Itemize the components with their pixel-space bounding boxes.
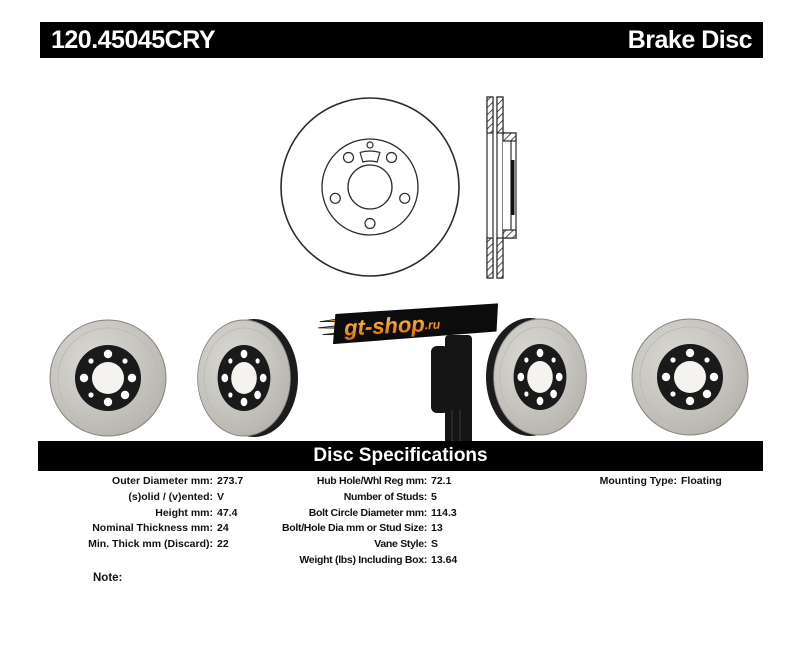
disc-photo-edge xyxy=(431,335,472,445)
spec-label: Mounting Type: xyxy=(599,475,677,487)
disc-photo-front-right xyxy=(632,319,748,435)
spec-value: 273.7 xyxy=(217,475,244,487)
spec-row xyxy=(585,474,722,490)
spec-row xyxy=(247,490,457,506)
spec-row xyxy=(247,506,457,522)
watermark-logo xyxy=(316,302,506,348)
spec-row xyxy=(247,474,457,490)
spec-row xyxy=(63,490,243,506)
spec-row xyxy=(63,506,243,522)
note-label: Note: xyxy=(93,572,123,584)
logo-text: gt-shop.ru xyxy=(343,311,441,341)
front-view-drawing-icon xyxy=(270,85,470,290)
spec-row xyxy=(63,537,243,553)
spec-label: Weight (lbs) Including Box: xyxy=(299,553,427,566)
header-bar xyxy=(40,22,763,58)
spec-value: 24 xyxy=(217,522,229,535)
spec-label: Hub Hole/Whl Reg mm: xyxy=(316,475,427,487)
spec-banner-title: Disc Specifications xyxy=(313,445,488,466)
spec-value: 5 xyxy=(431,490,437,503)
spec-banner xyxy=(38,441,763,471)
spec-value: 22 xyxy=(217,538,229,551)
spec-label: Bolt/Hole Dia mm or Stud Size: xyxy=(281,522,427,535)
spec-value: 13 xyxy=(431,522,443,535)
spec-value: V xyxy=(217,490,225,503)
spec-row xyxy=(247,553,457,569)
spec-label: Vane Style: xyxy=(374,538,427,551)
spec-label: Nominal Thickness mm: xyxy=(92,522,213,535)
spec-value: 13.64 xyxy=(431,553,458,566)
product-type: Brake Disc xyxy=(627,25,752,54)
spec-row xyxy=(63,521,243,537)
disc-photo-front-left xyxy=(50,320,166,436)
spec-label: Number of Studs: xyxy=(343,490,427,503)
spec-row xyxy=(63,474,243,490)
spec-label: Height mm: xyxy=(155,506,213,519)
spec-value: S xyxy=(431,538,439,551)
part-number: 120.45045CRY xyxy=(51,25,216,54)
spec-value: 72.1 xyxy=(431,475,452,487)
spec-label: Outer Diameter mm: xyxy=(112,475,213,487)
cross-section-drawing-icon xyxy=(478,88,526,286)
disc-photo-angled-left xyxy=(198,319,298,437)
spec-row xyxy=(247,521,457,537)
spec-value: Floating xyxy=(681,475,722,487)
spec-value: 114.3 xyxy=(431,506,457,519)
spec-value: 47.4 xyxy=(217,506,238,519)
spec-column-middle xyxy=(247,474,457,569)
spec-label: Bolt Circle Diameter mm: xyxy=(308,506,427,519)
spec-row xyxy=(247,537,457,553)
spec-column-right xyxy=(585,474,722,490)
spec-column-left xyxy=(63,474,243,553)
spec-label: (s)olid / (v)ented: xyxy=(128,490,213,503)
spec-label: Min. Thick mm (Discard): xyxy=(88,538,213,551)
